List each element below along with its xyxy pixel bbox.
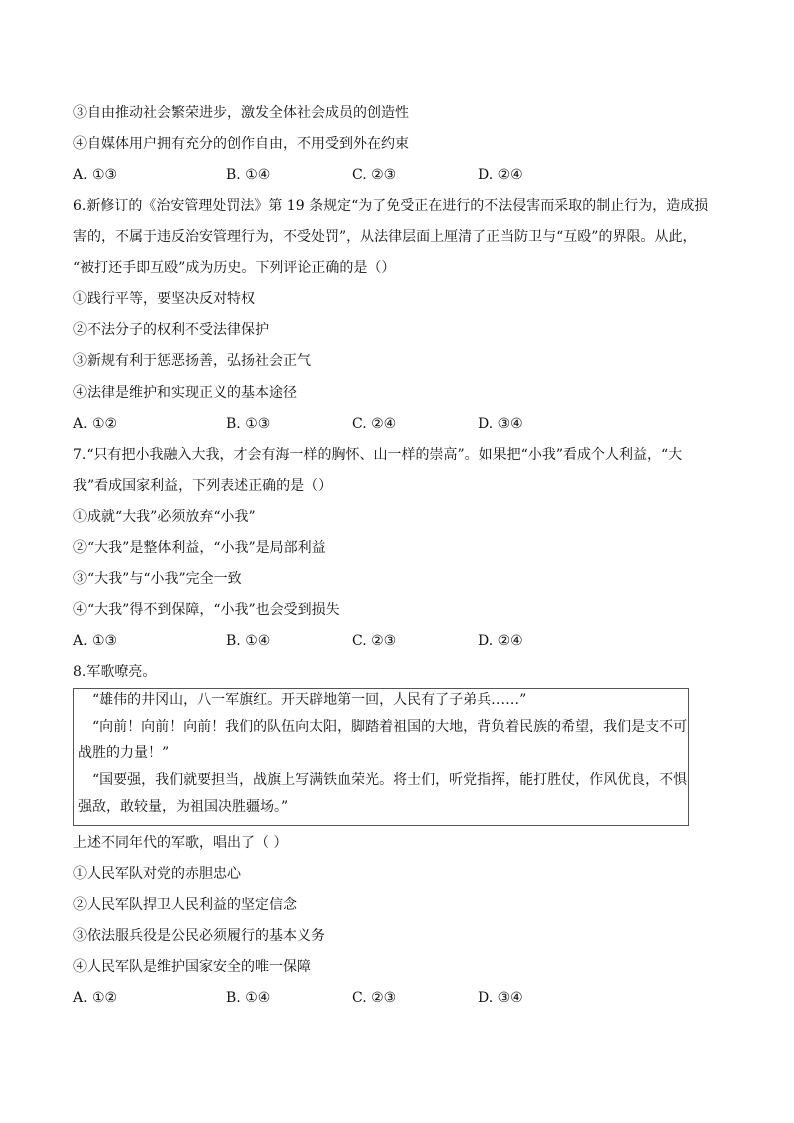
q6-option-c: C. ②④ — [352, 416, 397, 432]
q6-option-d: D. ③④ — [478, 416, 523, 432]
q5-option-b: B. ①④ — [226, 167, 271, 183]
q6-option-a: A. ①② — [73, 416, 118, 432]
q6-item-1: ①践行平等，要坚决反对特权 — [73, 291, 255, 307]
q8-item-2: ②人民军队捍卫人民利益的坚定信念 — [73, 897, 297, 913]
q8-item-1: ①人民军队对党的赤胆忠心 — [73, 866, 241, 882]
q8-option-a: A. ①② — [73, 990, 118, 1006]
q6-stem-line-2: 害的，不属于违反治安管理行为，不受处罚”，从法律层面上厘清了正当防卫与“互殴”的界限。从此， — [73, 229, 697, 245]
q6-options — [73, 414, 723, 434]
q5-option-a: A. ①③ — [73, 167, 118, 183]
q8-option-b: B. ①④ — [226, 990, 271, 1006]
q8-options — [73, 988, 723, 1008]
q8-option-d: D. ③④ — [478, 990, 523, 1006]
q7-item-4: ④“大我”得不到保障，“小我”也会受到损失 — [73, 602, 340, 618]
q7-options — [73, 631, 723, 651]
q6-item-3: ③新规有利于惩恶扬善，弘扬社会正气 — [73, 353, 311, 369]
q7-option-b: B. ①④ — [226, 633, 271, 649]
q5-options — [73, 165, 723, 185]
q8-lyric-line-5: 强敌，敢较量，为祖国决胜疆场。” — [78, 799, 289, 815]
q7-option-c: C. ②③ — [352, 633, 397, 649]
q6-option-b: B. ①③ — [226, 416, 271, 432]
q7-item-3: ③“大我”与“小我”完全一致 — [73, 571, 242, 587]
q8-question: 上述不同年代的军歌，唱出了（ ） — [73, 835, 288, 851]
q8-lyric-line-4: “国要强，我们就要担当，战旗上写满铁血荣光。将士们，听党指挥，能打胜仗，作风优良，不惧 — [92, 772, 688, 788]
q6-stem-line-1: 6.新修订的《治安管理处罚法》第 19 条规定“为了免受正在进行的不法侵害而采取的制止行为，造成损 — [73, 198, 709, 214]
q7-option-d: D. ②④ — [478, 633, 523, 649]
q7-option-a: A. ①③ — [73, 633, 118, 649]
q5-option-d: D. ②④ — [478, 167, 523, 183]
q8-item-3: ③依法服兵役是公民必须履行的基本义务 — [73, 928, 325, 944]
q5-item-3: ③自由推动社会繁荣进步，激发全体社会成员的创造性 — [73, 105, 409, 121]
q7-stem-line-2: 我”看成国家利益，下列表述正确的是（） — [73, 478, 333, 494]
q7-stem-line-1: 7.“只有把小我融入大我，才会有海一样的胸怀、山一样的崇高”。如果把“小我”看成个人利益，“大 — [73, 447, 683, 463]
q8-lyric-line-3: 战胜的力量！” — [78, 745, 170, 761]
q8-item-4: ④人民军队是维护国家安全的唯一保障 — [73, 959, 311, 975]
q5-item-4: ④自媒体用户拥有充分的创作自由，不用受到外在约束 — [73, 136, 409, 152]
q5-option-c: C. ②③ — [352, 167, 397, 183]
q7-item-1: ①成就“大我”必须放弃“小我” — [73, 509, 256, 525]
q7-item-2: ②“大我”是整体利益，“小我”是局部利益 — [73, 540, 326, 556]
q6-item-4: ④法律是维护和实现正义的基本途径 — [73, 385, 297, 401]
q8-lyric-line-1: “雄伟的井冈山，八一军旗红。开天辟地第一回，人民有了子弟兵……” — [92, 692, 527, 708]
q8-lyrics-box — [73, 688, 689, 826]
q6-stem-line-3: “被打还手即互殴”成为历史。下列评论正确的是（） — [73, 260, 396, 276]
q8-lyric-line-2: “向前！向前！向前！我们的队伍向太阳，脚踏着祖国的大地，背负着民族的希望，我们是支不可 — [92, 719, 688, 735]
q6-item-2: ②不法分子的权利不受法律保护 — [73, 322, 269, 338]
q8-stem: 8.军歌嘹亮。 — [73, 664, 157, 680]
q8-option-c: C. ②③ — [352, 990, 397, 1006]
